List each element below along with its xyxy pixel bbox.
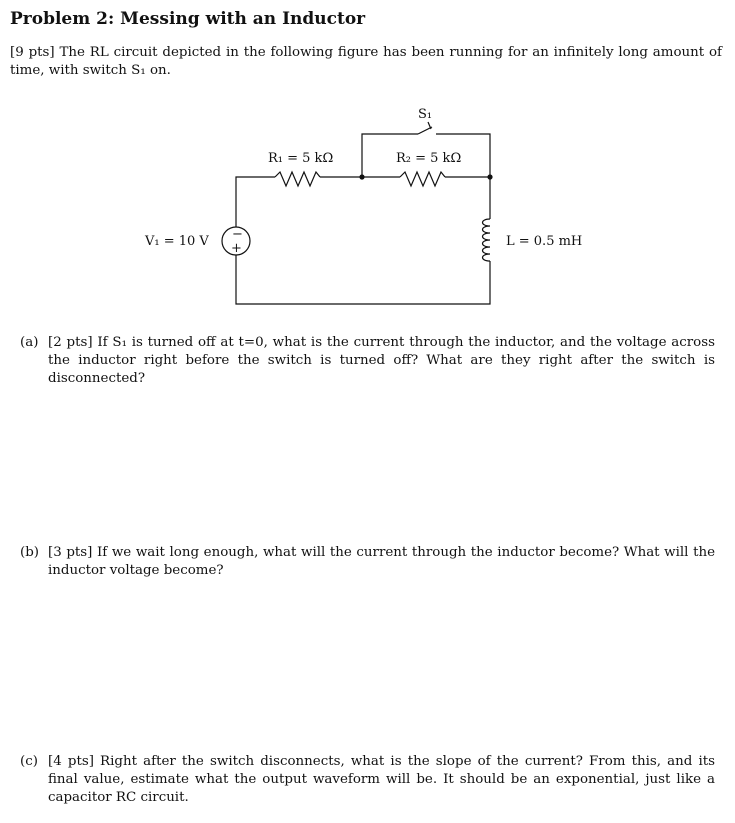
- question-text: [3 pts] If we wait long enough, what will the current through the inductor become? What will the inductor voltage become?: [48, 545, 715, 578]
- wire-left: [236, 177, 275, 227]
- question-label: (c): [20, 754, 38, 769]
- question-a: [20, 334, 715, 388]
- r1-label: R₁ = 5 kΩ: [268, 151, 334, 166]
- rl-circuit-diagram: [0, 100, 735, 310]
- source-plus-sign: +: [231, 241, 242, 256]
- question-b: [20, 544, 715, 580]
- problem-intro: [9 pts] The RL circuit depicted in the following figure has been running for an infinitely long amount of time, with switch S₁ on.: [10, 45, 722, 78]
- source-minus-sign: −: [232, 227, 243, 242]
- question-label: (a): [20, 335, 39, 350]
- problem-title: Problem 2: Messing with an Inductor: [10, 9, 366, 29]
- switch-label: S₁: [418, 107, 433, 122]
- resistor-r2: [400, 172, 445, 186]
- inductor-label: L = 0.5 mH: [506, 234, 583, 249]
- question-label: (b): [20, 545, 40, 560]
- resistor-r1: [275, 172, 320, 186]
- source-label: V₁ = 10 V: [145, 234, 209, 249]
- junction-dot-right: [487, 174, 492, 179]
- question-text: [4 pts] Right after the switch disconnects, what is the slope of the current? From this, and its final value, estimate what the output waveform will be. It should be an exponential, just like a capacitor RC circuit.: [48, 754, 715, 805]
- r2-label: R₂ = 5 kΩ: [396, 151, 462, 166]
- wire-right-bottom: [236, 255, 490, 304]
- inductor-coil: [483, 219, 491, 261]
- question-c: [20, 753, 715, 807]
- junction-dot-left: [359, 174, 364, 179]
- switch-blade: [418, 127, 432, 134]
- question-text: [2 pts] If S₁ is turned off at t=0, what is the current through the inductor, and the voltage across the inductor right before the switch is turned off? What are they right after the switch is disconnected?: [48, 335, 715, 386]
